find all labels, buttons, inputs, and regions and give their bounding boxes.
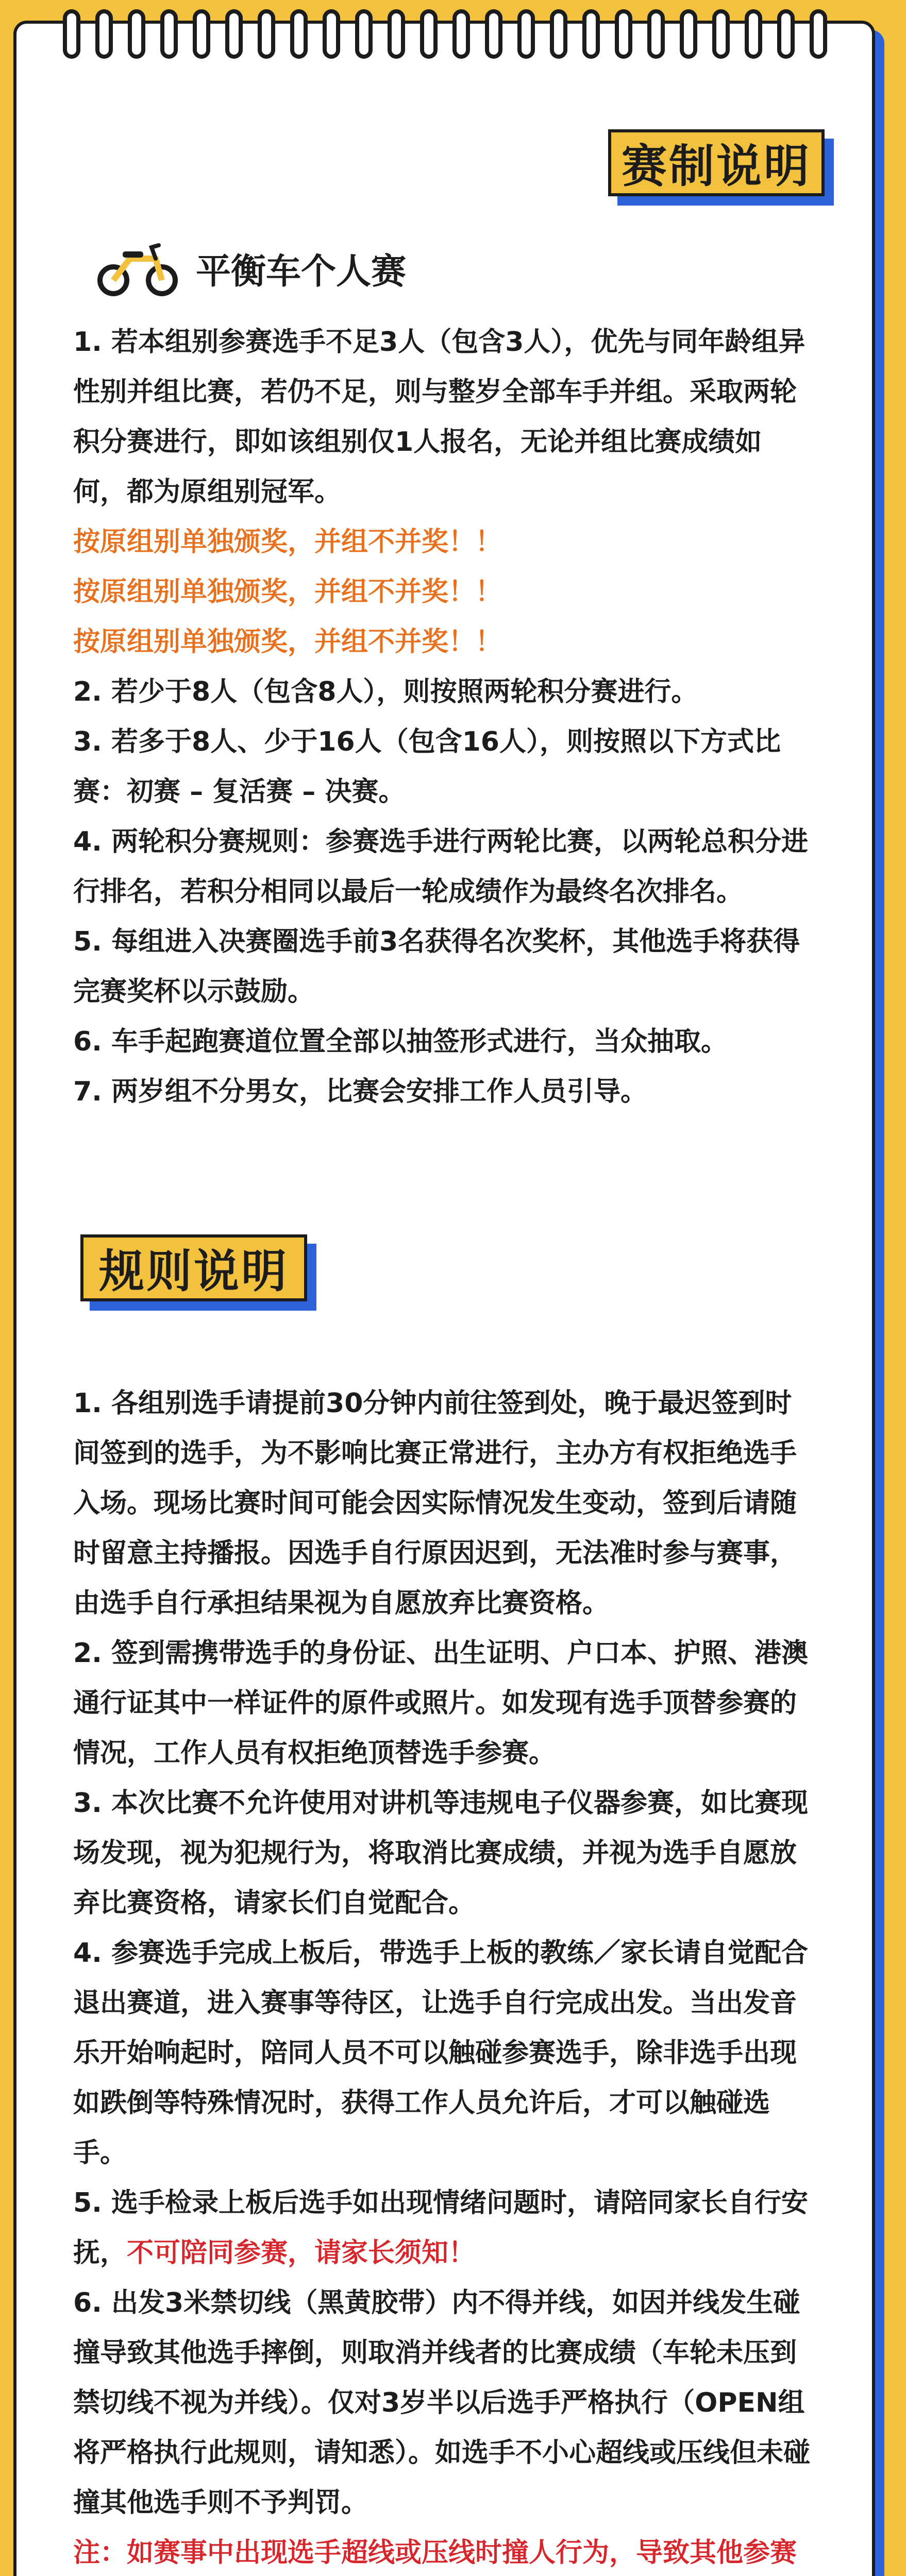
binder-ring (420, 9, 438, 59)
binder-ring (485, 9, 502, 59)
subtitle: 平衡车个人赛 (196, 251, 407, 292)
binder-ring (810, 9, 827, 59)
binder-ring (388, 9, 405, 59)
section-title-rules-format: 赛制说明 (608, 129, 835, 207)
paragraph: 按原组别单独颁奖，并组不并奖！！ (73, 577, 502, 607)
paragraph: 7. 两岁组不分男女，比赛会安排工作人员引导。 (73, 1076, 648, 1107)
paragraph: 3. 若多于8人、少于16人（包含16人），则按照以下方式比赛：初赛 – 复活赛 – 决赛。 (73, 726, 781, 807)
binder-ring (550, 9, 567, 59)
binder-ring (128, 9, 145, 59)
binder-ring (712, 9, 730, 59)
binder-ring (680, 9, 697, 59)
subtitle-row (94, 240, 406, 297)
binder-ring (582, 9, 600, 59)
binder-ring (225, 9, 243, 59)
binder-ring (95, 9, 113, 59)
binder-rings (63, 9, 836, 66)
section1-body (73, 317, 815, 1117)
paragraph: 3. 本次比赛不允许使用对讲机等违规电子仪器参赛，如比赛现场发现，视为犯规行为，将取消比赛成绩，并视为选手自愿放弃比赛资格，请家长们自觉配合。 (73, 1788, 809, 1919)
binder-ring (63, 9, 80, 59)
binder-ring (777, 9, 795, 59)
paragraph: 注：如赛事中出现选手超线或压线时撞人行为，导致其他参赛 (73, 2537, 797, 2568)
paragraph: 按原组别单独颁奖，并组不并奖！！ (73, 626, 502, 657)
balance-bike-icon (94, 240, 181, 297)
paragraph: 1. 若本组别参赛选手不足3人（包含3人），优先与同年龄组异性别并组比赛，若仍不足，则与整岁全部车手并组。采取两轮积分赛进行，即如该组别仅1人报名，无论并组比赛成绩如何，都为原组别冠军。 (73, 327, 806, 507)
paragraph: 按原组别单独颁奖，并组不并奖！！ (73, 527, 502, 557)
binder-ring (323, 9, 340, 59)
paragraph: 4. 两轮积分赛规则：参赛选手进行两轮比赛，以两轮总积分进行排名，若积分相同以最后一轮成绩作为最终名次排名。 (73, 826, 809, 907)
binder-ring (647, 9, 665, 59)
binder-ring (160, 9, 178, 59)
section2-body (73, 1379, 815, 2576)
binder-ring (258, 9, 275, 59)
binder-ring (452, 9, 470, 59)
paragraph: 6. 车手起跑赛道位置全部以抽签形式进行，当众抽取。 (73, 1026, 728, 1057)
paragraph: 5. 每组进入决赛圈选手前3名获得名次奖杯，其他选手将获得完赛奖杯以示鼓励。 (73, 926, 800, 1007)
warning-text: 不可陪同参赛，请家长须知！ (127, 2238, 476, 2268)
binder-ring (745, 9, 762, 59)
paragraph: 5. 选手检录上板后选手如出现情绪问题时，请陪同家长自行安抚，不可陪同参赛，请家长须知！ (73, 2188, 809, 2268)
document-card (13, 21, 875, 2576)
binder-ring (290, 9, 308, 59)
binder-ring (615, 9, 632, 59)
paragraph: 6. 出发3米禁切线（黑黄胶带）内不得并线，如因并线发生碰撞导致其他选手摔倒，则取消并线者的比赛成绩（车轮未压到禁切线不视为并线）。仅对3岁半以后选手严格执行（OPEN组将严格执行此规则，请知悉）。如选手不小心超线或压线但未碰撞其他选手则不予判罚。 (73, 2287, 811, 2518)
binder-ring (355, 9, 373, 59)
paragraph: 2. 若少于8人（包含8人），则按照两轮积分赛进行。 (73, 676, 698, 707)
binder-ring (193, 9, 210, 59)
binder-ring (517, 9, 535, 59)
paragraph: 2. 签到需携带选手的身份证、出生证明、户口本、护照、港澳通行证其中一样证件的原件或照片。如发现有选手顶替参赛的情况，工作人员有权拒绝顶替选手参赛。 (73, 1638, 809, 1769)
paragraph: 4. 参赛选手完成上板后，带选手上板的教练／家长请自觉配合退出赛道，进入赛事等待区，让选手自行完成出发。当出发音乐开始响起时，陪同人员不可以触碰参赛选手，除非选手出现如跌倒等特殊情况时，获得工作人员允许后，才可以触碰选手。 (73, 1938, 809, 2168)
paragraph: 1. 各组别选手请提前30分钟内前往签到处，晚于最迟签到时间签到的选手，为不影响比赛正常进行，主办方有权拒绝选手入场。现场比赛时间可能会因实际情况发生变动，签到后请随时留意主持播报。因选手自行原因迟到，无法准时参与赛事，由选手自行承担结果视为自愿放弃比赛资格。 (73, 1388, 797, 1619)
section-title-rules-explanation: 规则说明 (80, 1234, 317, 1312)
